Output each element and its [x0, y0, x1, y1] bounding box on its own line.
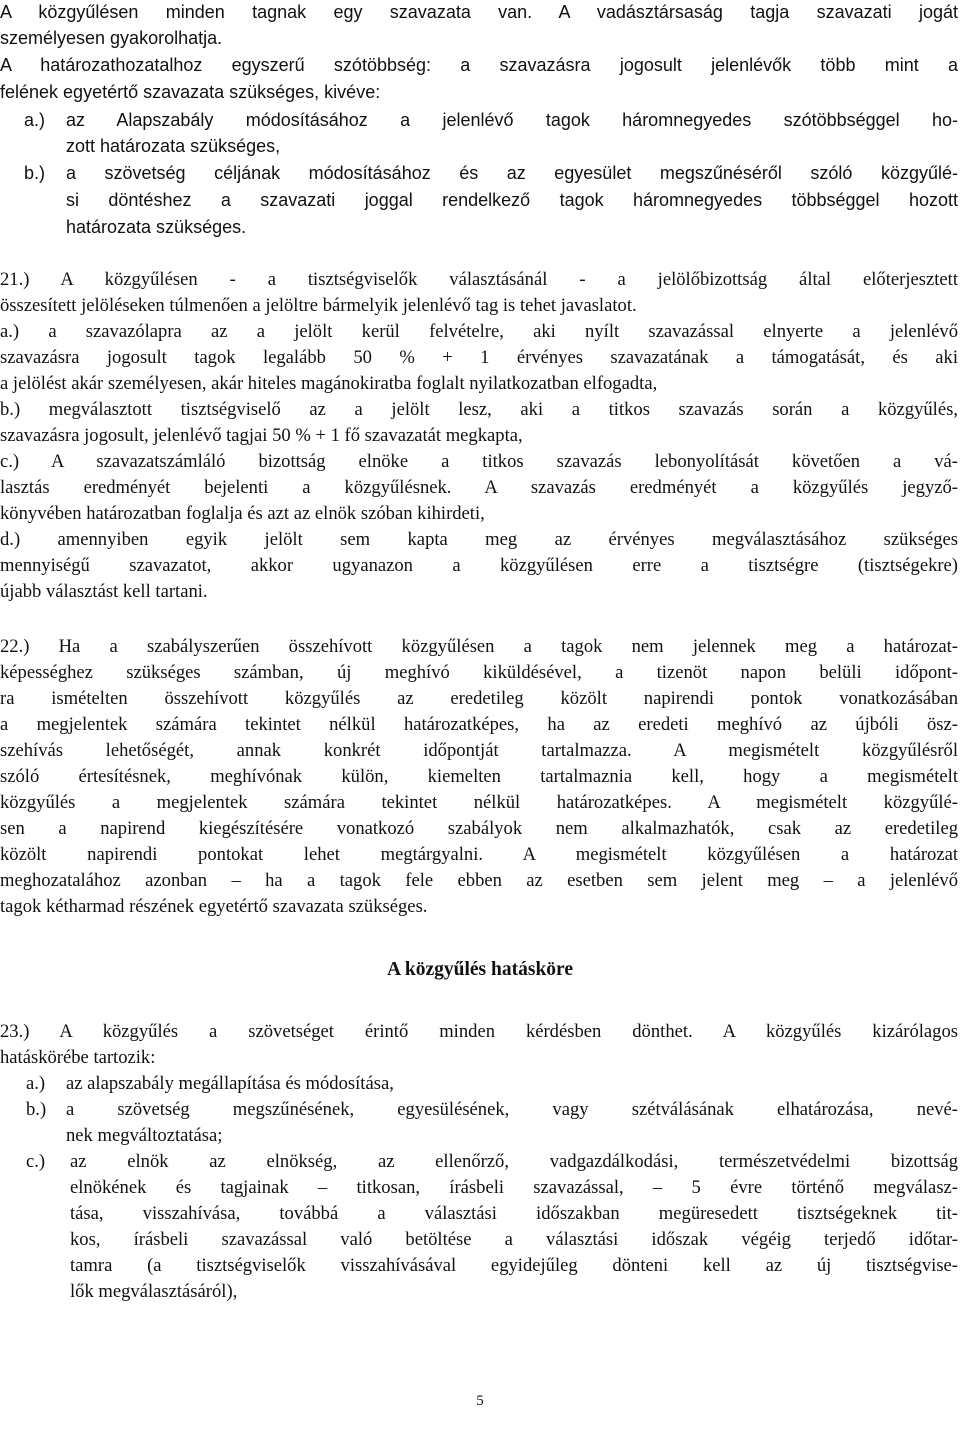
paragraph-line: újabb választást kell tartani. [0, 581, 208, 602]
list-item-text: az alapszabály megállapítása és módosítása, [66, 1073, 394, 1094]
paragraph-line: a jelölést akár személyesen, akár hiteles magánokiratba foglalt nyilatkozatban elfogadta, [0, 373, 658, 394]
paragraph-line: könyvében határozatban foglalja és azt az elnök szóban kihirdeti, [0, 503, 485, 524]
list-item-text: határozata szükséges. [66, 217, 247, 237]
paragraph-line: 23.) A közgyűlés a szövetséget érintő minden kérdésben dönthet. A közgyűlés kizárólagos [0, 1021, 958, 1042]
list-item-text: az Alapszabály módosításához a jelenlévő tagok háromnegyedes szótöbbséggel ho- [66, 110, 958, 130]
paragraph-line: 21.) A közgyűlésen - a tisztségviselők választásánál - a jelölőbizottság által előterjesztett [0, 269, 958, 290]
paragraph-line: szavazásra jogosult tagok legalább 50 % + 1 érvényes szavazatának a támogatását, és aki [0, 347, 958, 368]
list-label: a.) [26, 1073, 46, 1094]
text-line: A határozathozatalhoz egyszerű szótöbbség: a szavazásra jogosult jelenlévők több mint a [0, 55, 958, 75]
paragraph-line: a megjelentek számára tekintet nélkül határozatképes, ha az eredeti meghívó az újbóli ösz- [0, 714, 958, 735]
list-item-text: zott határozata szükséges, [66, 136, 281, 156]
list-item-text: kos, írásbeli szavazással való betöltése a választási időszak végéig terjedő időtar- [70, 1229, 958, 1250]
paragraph-line: b.) megválasztott tisztségviselő az a jelölt lesz, aki a titkos szavazás során a közgyűlés, [0, 399, 958, 420]
paragraph-line: szavazásra jogosult, jelenlévő tagjai 50 % + 1 fő szavazatát megkapta, [0, 425, 523, 446]
text-line: A közgyűlésen minden tagnak egy szavazata van. A vadásztársaság tagja szavazati jogát [0, 2, 958, 22]
text-line: felének egyetértő szavazata szükséges, kivéve: [0, 82, 381, 102]
list-item-text: a szövetség megszűnésének, egyesülésének, vagy szétválásának elhatározása, nevé- [66, 1099, 958, 1120]
list-item-text: si döntéshez a szavazati joggal rendelkező tagok háromnegyedes többséggel hozott [66, 190, 958, 210]
list-item-text: a szövetség céljának módosításához és az egyesület megszűnéséről szóló közgyűlé- [66, 163, 958, 183]
list-label: c.) [26, 1151, 46, 1172]
paragraph-line: képességhez szükséges számban, új meghívó kiküldésével, a tizenöt napon belüli időpont- [0, 662, 958, 683]
list-item-text: tása, visszahívása, továbbá a választási időszakban megüresedett tisztségeknek tit- [70, 1203, 958, 1224]
list-item-text: nek megváltoztatása; [66, 1125, 223, 1146]
paragraph-line: hatáskörébe tartozik: [0, 1047, 156, 1068]
list-label: b.) [26, 1099, 47, 1120]
paragraph-line: lasztás eredményét bejelenti a közgyűlésnek. A szavazás eredményét a közgyűlés jegyző- [0, 477, 958, 498]
list-item-text: lők megválasztásáról), [70, 1281, 238, 1302]
paragraph-line: szóló értesítésnek, meghívónak külön, kiemelten tartalmaznia kell, hogy a megismételt [0, 766, 958, 787]
list-item-text: az elnök az elnökség, az ellenőrző, vadgazdálkodási, természetvédelmi bizottság [70, 1151, 958, 1172]
section-heading: A közgyűlés hatásköre [387, 959, 573, 980]
paragraph-line: a.) a szavazólapra az a jelölt kerül felvételre, aki nyílt szavazással elnyerte a jelenlévő [0, 321, 958, 342]
paragraph-line: közölt napirendi pontokat lehet megtárgyalni. A megismételt közgyűlésen a határozat [0, 844, 958, 865]
list-item-text: elnökének és tagjainak – titkosan, írásbeli szavazással, – 5 évre történő megválasz- [70, 1177, 958, 1198]
paragraph-line: szehívás lehetőségét, annak konkrét időpontját tartalmazza. A megismételt közgyűlésről [0, 740, 958, 761]
paragraph-line: meghozatalához azonban – ha a tagok fele ebben az esetben sem jelent meg – a jelenlévő [0, 870, 958, 891]
paragraph-line: mennyiségű szavazatot, akkor ugyanazon a közgyűlésen erre a tisztségre (tisztségekre) [0, 555, 958, 576]
paragraph-line: összesített jelöléseken túlmenően a jelöltre bármelyik jelenlévő tag is tehet javaslatot. [0, 295, 637, 316]
list-item-text: tamra (a tisztségviselők visszahívásával egyidejűleg dönteni kell az új tisztségvise- [70, 1255, 958, 1276]
list-label: b.) [24, 163, 46, 183]
paragraph-line: c.) A szavazatszámláló bizottság elnöke a titkos szavazás lebonyolítását követően a vá- [0, 451, 958, 472]
paragraph-line: ra ismételten összehívott közgyűlés az eredetileg közölt napirendi pontok vonatkozásában [0, 688, 958, 709]
text-line: személyesen gyakorolhatja. [0, 28, 223, 48]
paragraph-line: sen a napirend kiegészítésére vonatkozó szabályok nem alkalmazhatók, csak az eredetileg [0, 818, 958, 839]
paragraph-line: 22.) Ha a szabályszerűen összehívott közgyűlésen a tagok nem jelennek meg a határozat- [0, 636, 958, 657]
list-label: a.) [24, 110, 46, 130]
paragraph-line: közgyűlés a megjelentek számára tekintet nélkül határozatképes. A megismételt közgyűlé- [0, 792, 958, 813]
page-number: 5 [476, 1393, 484, 1409]
paragraph-line: d.) amennyiben egyik jelölt sem kapta meg az érvényes megválasztásához szükséges [0, 529, 958, 550]
paragraph-line: tagok kétharmad részének egyetértő szavazata szükséges. [0, 896, 428, 917]
